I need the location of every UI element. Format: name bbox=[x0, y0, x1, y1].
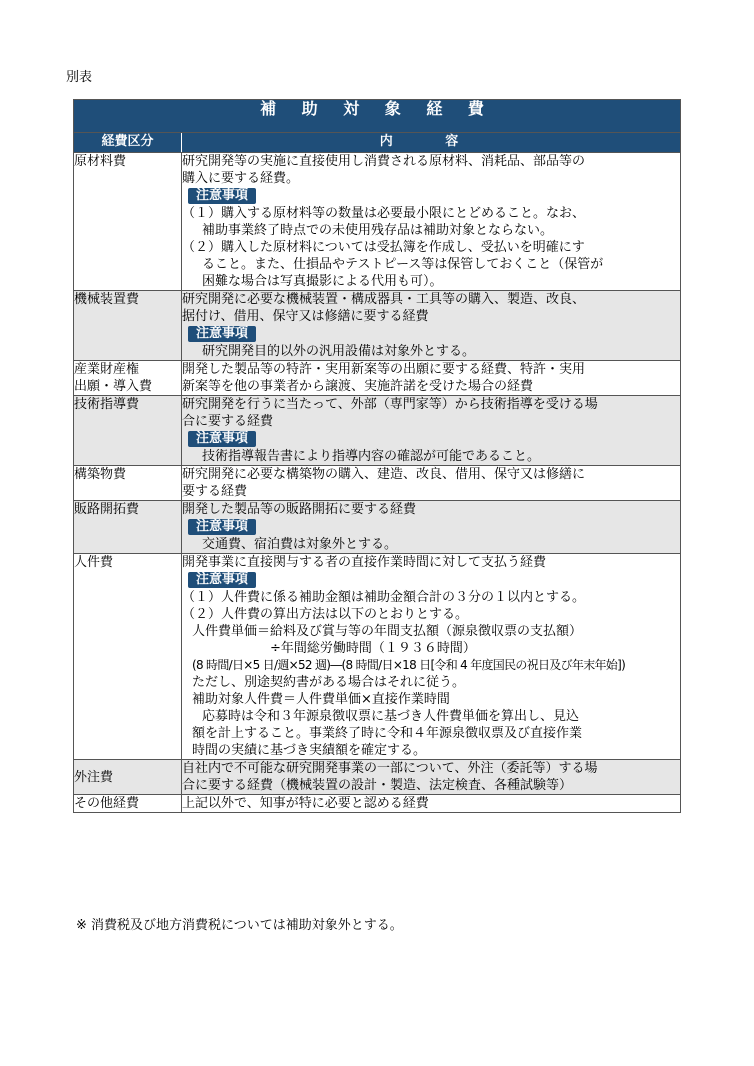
description-line: 合に要する経費 bbox=[182, 414, 274, 429]
description-line: 新案等を他の事業者から譲渡、実施許諾を受けた場合の経費 bbox=[182, 379, 534, 394]
note-line: 人件費単価＝給料及び賞与等の年間支払額（源泉徴収票の支払額） bbox=[192, 624, 583, 639]
note-line: （１）人件費に係る補助金額は補助金額合計の３分の１以内とする。 bbox=[182, 590, 586, 605]
note-line: 困難な場合は写真撮影による代用も可）。 bbox=[202, 274, 443, 289]
note-line: 技術指導報告書により指導内容の確認が可能であること。 bbox=[202, 449, 541, 464]
description-line: 開発事業に直接関与する者の直接作業時間に対して支払う経費 bbox=[182, 555, 547, 570]
caution-badge: 注意事項 bbox=[188, 326, 256, 342]
note-line: 時間の実績に基づき実績額を確定する。 bbox=[192, 743, 427, 758]
description-line: 合に要する経費（機械装置の設計・製造、法定検査、各種試験等） bbox=[182, 778, 573, 793]
caution-badge: 注意事項 bbox=[188, 431, 256, 447]
table-title: 補 助 対 象 経 費 bbox=[74, 100, 681, 133]
table-row bbox=[74, 361, 681, 396]
note-line: 補助事業終了時点での未使用残存品は補助対象とならない。 bbox=[202, 223, 554, 238]
description-line: 据付け、借用、保守又は修繕に要する経費 bbox=[182, 309, 429, 324]
note-line: （２）人件費の算出方法は以下のとおりとする。 bbox=[182, 607, 469, 622]
note-line: 補助対象人件費＝人件費単価×直接作業時間 bbox=[192, 692, 450, 707]
table-row bbox=[74, 554, 681, 760]
column-header-content: 内 容 bbox=[182, 133, 681, 153]
category-cell: その他経費 bbox=[74, 795, 182, 813]
content-cell bbox=[182, 501, 681, 554]
note-line: （２）購入した原材料については受払簿を作成し、受払いを明確にす bbox=[182, 240, 585, 255]
caution-badge: 注意事項 bbox=[188, 519, 256, 535]
note-line: ÷年間総労働時間（１９３６時間） bbox=[270, 641, 476, 656]
description-line: 購入に要する経費。 bbox=[182, 171, 300, 186]
note-line: (8 時間/日×5 日/週×52 週)―(8 時間/日×18 日[令和 4 年度国民の祝日及び年末年始]) bbox=[192, 658, 626, 672]
category-cell: 構築物費 bbox=[74, 466, 182, 501]
category-cell: 外注費 bbox=[74, 760, 182, 795]
description-line: 要する経費 bbox=[182, 484, 248, 499]
caution-badge: 注意事項 bbox=[188, 188, 256, 204]
note-line: 交通費、宿泊費は対象外とする。 bbox=[202, 537, 398, 552]
caution-badge: 注意事項 bbox=[188, 572, 256, 588]
note-line: 額を計上すること。事業終了時に令和４年源泉徴収票及び直接作業 bbox=[192, 726, 583, 741]
description-line: 上記以外で、知事が特に必要と認める経費 bbox=[182, 796, 429, 811]
note-line: 応募時は令和３年源泉徴収票に基づき人件費単価を算出し、見込 bbox=[202, 709, 580, 724]
category-cell: 原材料費 bbox=[74, 153, 182, 291]
note-line: 研究開発目的以外の汎用設備は対象外とする。 bbox=[202, 344, 476, 359]
category-cell: 人件費 bbox=[74, 554, 182, 760]
content-cell bbox=[182, 291, 681, 361]
table-header-row bbox=[74, 133, 681, 153]
description-line: 開発した製品等の販路開拓に要する経費 bbox=[182, 502, 417, 517]
column-header-category: 経費区分 bbox=[74, 133, 182, 153]
note-line: （１）購入する原材料等の数量は必要最小限にとどめること。なお、 bbox=[182, 206, 586, 221]
category-cell: 技術指導費 bbox=[74, 396, 182, 466]
table-row bbox=[74, 760, 681, 795]
category-cell: 販路開拓費 bbox=[74, 501, 182, 554]
content-cell bbox=[182, 760, 681, 795]
category-line: 出願・導入費 bbox=[74, 379, 153, 394]
table-row bbox=[74, 396, 681, 466]
table-row bbox=[74, 466, 681, 501]
category-cell bbox=[74, 361, 182, 396]
table-row bbox=[74, 291, 681, 361]
note-line: ただし、別途契約書がある場合はそれに従う。 bbox=[192, 675, 466, 690]
description-line: 開発した製品等の特許・実用新案等の出願に要する経費、特許・実用 bbox=[182, 362, 586, 377]
subsidy-expense-table bbox=[73, 99, 681, 813]
description-line: 研究開発等の実施に直接使用し消費される原材料、消耗品、部品等の bbox=[182, 154, 586, 169]
content-cell bbox=[182, 361, 681, 396]
content-cell bbox=[182, 466, 681, 501]
note-line: ること。また、仕損品やテストピース等は保管しておくこと（保管が bbox=[202, 257, 604, 272]
category-line: 産業財産権 bbox=[74, 362, 140, 377]
description-line: 研究開発に必要な機械装置・構成器具・工具等の購入、製造、改良、 bbox=[182, 292, 586, 307]
table-row bbox=[74, 795, 681, 813]
content-cell bbox=[182, 153, 681, 291]
content-cell bbox=[182, 396, 681, 466]
table-row bbox=[74, 501, 681, 554]
category-cell: 機械装置費 bbox=[74, 291, 182, 361]
description-line: 研究開発に必要な構築物の購入、建造、改良、借用、保守又は修繕に bbox=[182, 467, 586, 482]
content-cell bbox=[182, 795, 681, 813]
content-cell bbox=[182, 554, 681, 760]
page-heading: 別表 bbox=[66, 70, 93, 85]
table-title-row bbox=[74, 100, 681, 133]
table-row bbox=[74, 153, 681, 291]
description-line: 自社内で不可能な研究開発事業の一部について、外注（委託等）する場 bbox=[182, 761, 598, 776]
footnote: ※ 消費税及び地方消費税については補助対象外とする。 bbox=[76, 918, 403, 933]
description-line: 研究開発を行うに当たって、外部（専門家等）から技術指導を受ける場 bbox=[182, 397, 598, 412]
